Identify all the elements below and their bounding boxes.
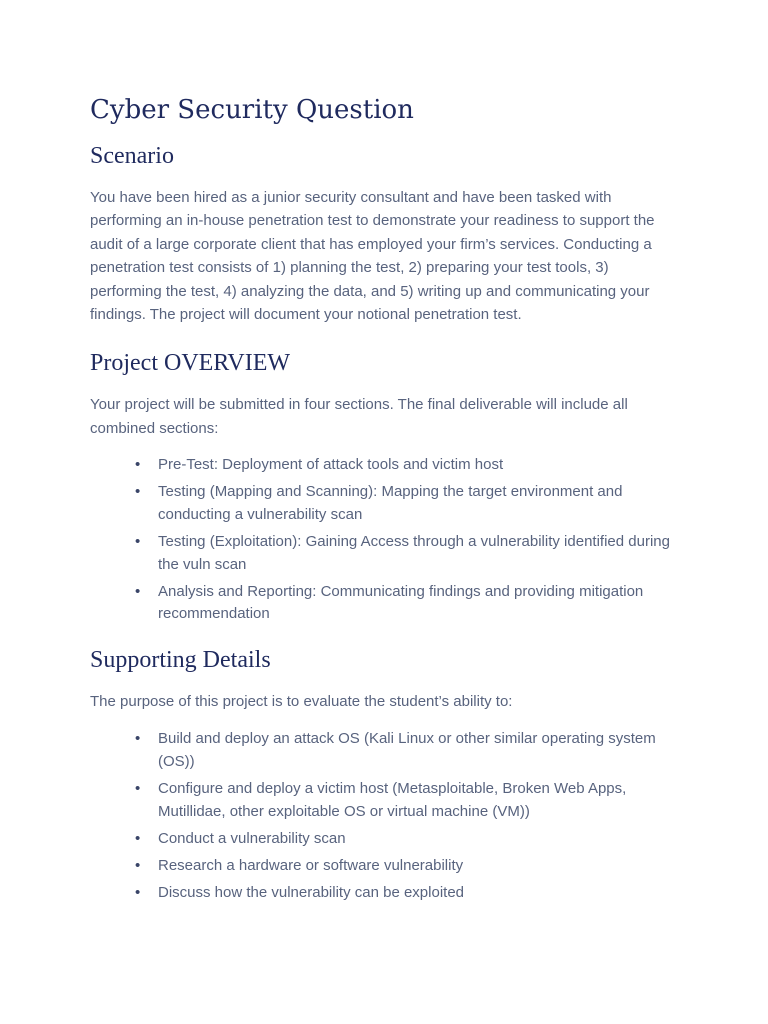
project-overview-list bbox=[90, 454, 678, 626]
list-item bbox=[135, 728, 678, 773]
list-item-text: Build and deploy an attack OS (Kali Linux or other similar operating system (OS)) bbox=[158, 730, 656, 770]
list-item bbox=[135, 481, 678, 526]
bullet-icon: • bbox=[135, 582, 141, 600]
list-item-text: Analysis and Reporting: Communicating findings and providing mitigation recommendation bbox=[158, 582, 644, 623]
list-item-text: Testing (Mapping and Scanning): Mapping the target environment and conducting a vulnerability scan bbox=[158, 483, 623, 523]
list-item bbox=[135, 454, 678, 477]
list-item bbox=[135, 531, 678, 576]
list-item-text: Conduct a vulnerability scan bbox=[158, 829, 346, 847]
list-item bbox=[135, 778, 678, 823]
list-item bbox=[135, 828, 678, 851]
list-item-text: Configure and deploy a victim host (Metasploitable, Broken Web Apps, Mutillidae, other exploitable OS or virtual machine (VM)) bbox=[158, 780, 627, 820]
project-overview-heading: Project OVERVIEW bbox=[90, 350, 291, 377]
bullet-icon: • bbox=[135, 456, 141, 474]
bullet-icon: • bbox=[135, 483, 141, 501]
page-title: Cyber Security Question bbox=[90, 95, 414, 125]
list-item-text: Discuss how the vulnerability can be exploited bbox=[158, 883, 464, 901]
list-item bbox=[135, 581, 678, 626]
bullet-icon: • bbox=[135, 829, 141, 847]
bullet-icon: • bbox=[135, 856, 141, 874]
scenario-paragraph: You have been hired as a junior security consultant and have been tasked with performing an in-house penetration test to demonstrate your readiness to support the audit of a large corporate client that has employed your firm’s services. Conducting a penetration test consists of 1) planning the test, 2) preparing your test tools, 3) performing the test, 4) analyzing the data, and 5) writing up and communicating your findings. The project will document your notional penetration test. bbox=[90, 189, 655, 324]
bullet-icon: • bbox=[135, 730, 141, 748]
supporting-details-paragraph: The purpose of this project is to evaluate the student’s ability to: bbox=[90, 692, 513, 710]
list-item-text: Pre-Test: Deployment of attack tools and victim host bbox=[158, 456, 504, 474]
project-overview-paragraph: Your project will be submitted in four sections. The final deliverable will include all combined sections: bbox=[90, 396, 628, 437]
bullet-icon: • bbox=[135, 533, 141, 551]
list-item-text: Research a hardware or software vulnerability bbox=[158, 856, 464, 874]
supporting-details-list bbox=[90, 728, 678, 904]
bullet-icon: • bbox=[135, 883, 141, 901]
list-item bbox=[135, 855, 678, 878]
scenario-heading: Scenario bbox=[90, 143, 174, 169]
bullet-icon: • bbox=[135, 780, 141, 797]
list-item-text: Testing (Exploitation): Gaining Access through a vulnerability identified during the vuln scan bbox=[158, 533, 670, 573]
list-item bbox=[135, 882, 678, 905]
supporting-details-heading: Supporting Details bbox=[90, 646, 271, 673]
